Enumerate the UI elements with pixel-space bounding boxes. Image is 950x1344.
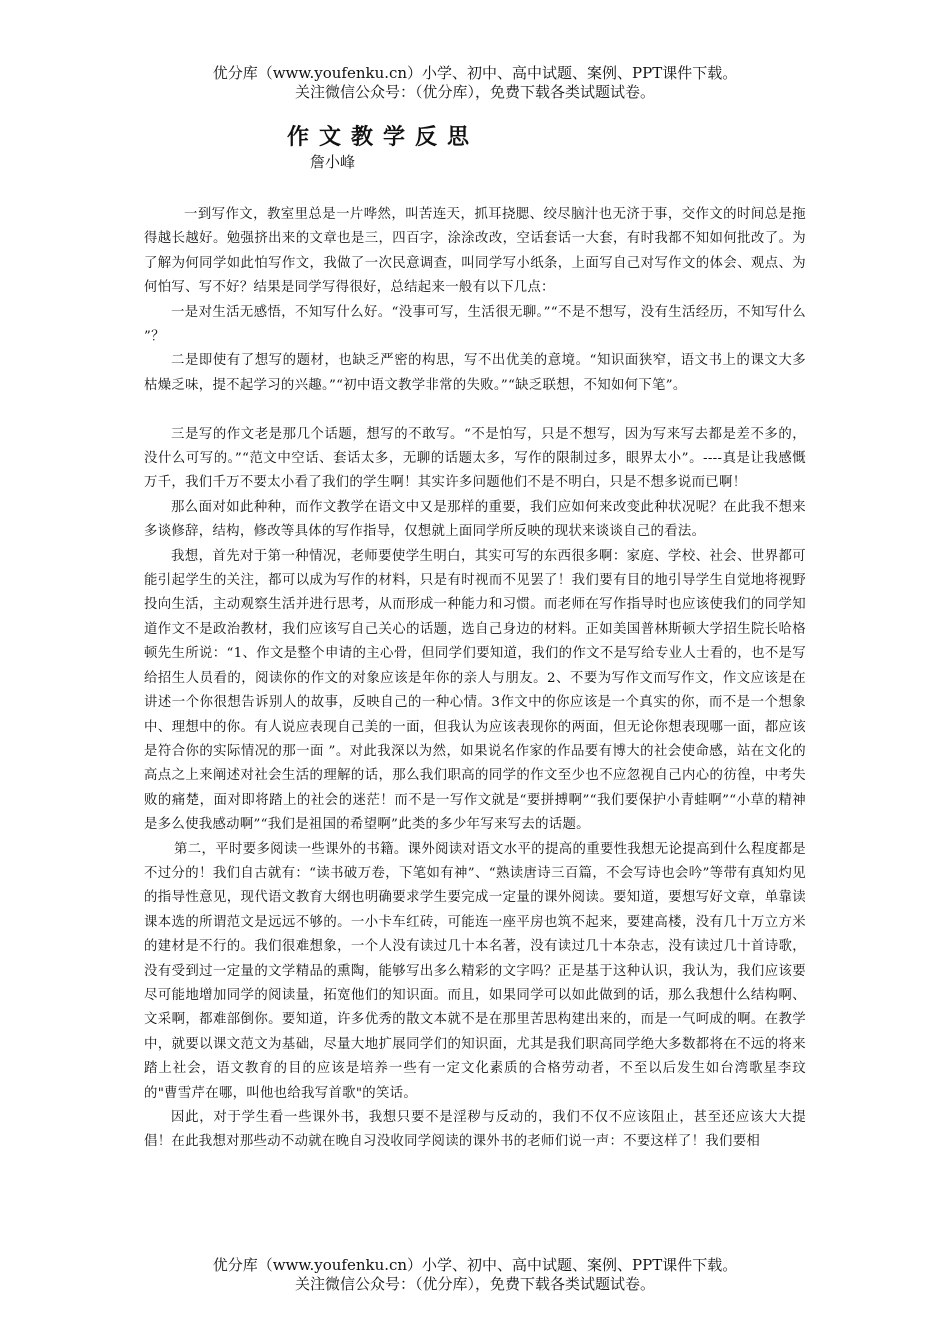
- paragraph-intro: 一到写作文，教室里总是一片哗然，叫苦连天，抓耳挠腮、绞尽脑汁也无济于事，交作文的时间总是拖得越长越好。勉强挤出来的文章也是三，四百字，涂涂改改，空话套话一大套，有时我都不知如何批改了。为了解为何同学如此怕写作文，我做了一次民意调查，叫同学写小纸条，上面写自己对写作文的体会、观点、为何怕写、写不好？结果是同学写得很好，总结起来一般有以下几点：: [144, 207, 806, 296]
- article-title: 作文教学反思: [286, 124, 479, 150]
- paragraph-point-1: 一是对生活无感悟，不知写什么好。“没事可写，生活很无聊。”“不是不想写，没有生活经历，不知写什么 ”？: [144, 304, 806, 345]
- paragraph-transition: 那么面对如此种种，而作文教学在语文中又是那样的重要，我们应如何来改变此种状况呢？在此我不想来多谈修辞，结构，修改等具体的写作指导，仅想就上面同学所反映的现状来谈谈自己的看法。: [144, 499, 806, 540]
- header-line-2: 关注微信公众号：（优分库），免费下载各类试题试卷。: [294, 83, 655, 101]
- paragraph-conclusion: 因此，对于学生看一些课外书，我想只要不是淫秽与反动的，我们不仅不应该阻止，甚至还应该大大提倡！在此我想对那些动不动就在晚自习没收同学阅读的课外书的老师们说一声：不要这样了！我们要相: [144, 1110, 806, 1150]
- paragraph-gap: [144, 398, 806, 422]
- footer-line-1: 优分库（www.youfenku.cn）小学、初中、高中试题、案例、PPT课件下载。: [212, 1256, 738, 1274]
- page-footer: [0, 1256, 950, 1294]
- paragraph-point-3: 三是写的作文老是那几个话题，想写的不敢写。“不是怕写，只是不想写，因为写来写去都是差不多的，没什么可写的。”“范文中空话、套话太多，无聊的话题太多，写作的限制过多，眼界太小”。----真是让我感慨万千，我们千万不要太小看了我们的学生啊！其实许多问题他们不是不明白，只是不想多说而已啊！: [144, 426, 806, 491]
- paragraph-point-2: 二是即使有了想写的题材，也缺乏严密的构思，写不出优美的意境。“知识面狭窄，语文书上的课文大多枯燥乏味，提不起学习的兴趣。”“初中语文教学非常的失败。”“缺乏联想，不知如何下笔”。: [144, 353, 806, 393]
- paragraph-second-measure: 第二，平时要多阅读一些课外的书籍。课外阅读对语文水平的提高的重要性我想无论提高到什么程度都是不过分的！我们自古就有：“读书破万卷，下笔如有神”、“熟读唐诗三百篇，不会写诗也会吟”等带有真知灼见的指导性意见，现代语文教育大纲也明确要求学生要完成一定量的课外阅读。要知道，要想写好文章，单靠读课本选的所谓范文是远远不够的。一小卡车红砖，可能连一座平房也筑不起来，要建高楼，没有几十万立方米的建材是不行的。我们很难想象，一个人没有读过几十本名著，没有读过几十本杂志，没有读过几十首诗歌，没有受到过一定量的文学精品的熏陶，能够写出多么精彩的文字吗？正是基于这种认识，我认为，我们应该要尽可能地增加同学的阅读量，拓宽他们的知识面。而且，如果同学可以如此做到的话，那么我想什么结构啊、文采啊，都难部倒你。要知道，许多优秀的散文本就不是在那里苦思构建出来的，而是一气呵成的啊。在教学中，就要以课文范文为基础，尽量大地扩展同学们的知识面，尤其是我们职高同学绝大多数都将在不远的将来踏上社会，语文教育的目的应该是培养一些有一定文化素质的合格劳动者，不至以后发生如台湾歌星李玟的"曹雪芹在哪，叫他也给我写首歌"的笑话。: [144, 841, 806, 1101]
- article-body: [144, 203, 806, 1155]
- paragraph-first-measure: 我想，首先对于第一种情况，老师要使学生明白，其实可写的东西很多啊：家庭、学校、社会、世界都可能引起学生的关注，都可以成为写作的材料，只是有时视而不见罢了！我们要有目的地引导学生自觉地将视野投向生活，主动观察生活并进行思考，从而形成一种能力和习惯。而老师在写作指导时也应该使我们的同学知道作文不是政治教材，我们应该写自己关心的话题，选自己身边的材料。正如美国普林斯顿大学招生院长哈格顿先生所说：“1、作文是整个申请的主心骨，但同学们要知道，我们的作文不是写给专业人士看的，也不是写给招生人员看的，阅读你的作文的对象应该是年你的亲人与朋友。2、不要为写作文而写作文，作文应该是在讲述一个你很想告诉别人的故事，反映自己的一种心情。3作文中的你应该是一个真实的你，而不是一个想象中、理想中的你。有人说应表现自己美的一面，但我认为应该表现你的两面，但无论你想表现哪一面，都应该是符合你的实际情况的那一面 ”。对此我深以为然，如果说名作家的作品要有博大的社会使命感，站在文化的高点之上来阐述对社会生活的理解的话，那么我们职高的同学的作文至少也不应忽视自己内心的彷徨，中考失败的痛楚，面对即将踏上的社会的迷茫！而不是一写作文就是“要拼搏啊”“我们要保护小青蛙啊”“小草的精神是多么使我感动啊”“我们是祖国的希望啊”此类的多少年写来写去的话题。: [144, 548, 806, 833]
- page-header: [0, 64, 950, 102]
- article-author: 詹小峰: [310, 153, 356, 171]
- header-line-1: 优分库（www.youfenku.cn）小学、初中、高中试题、案例、PPT课件下载。: [212, 64, 738, 82]
- footer-line-2: 关注微信公众号：（优分库），免费下载各类试题试卷。: [294, 1275, 655, 1293]
